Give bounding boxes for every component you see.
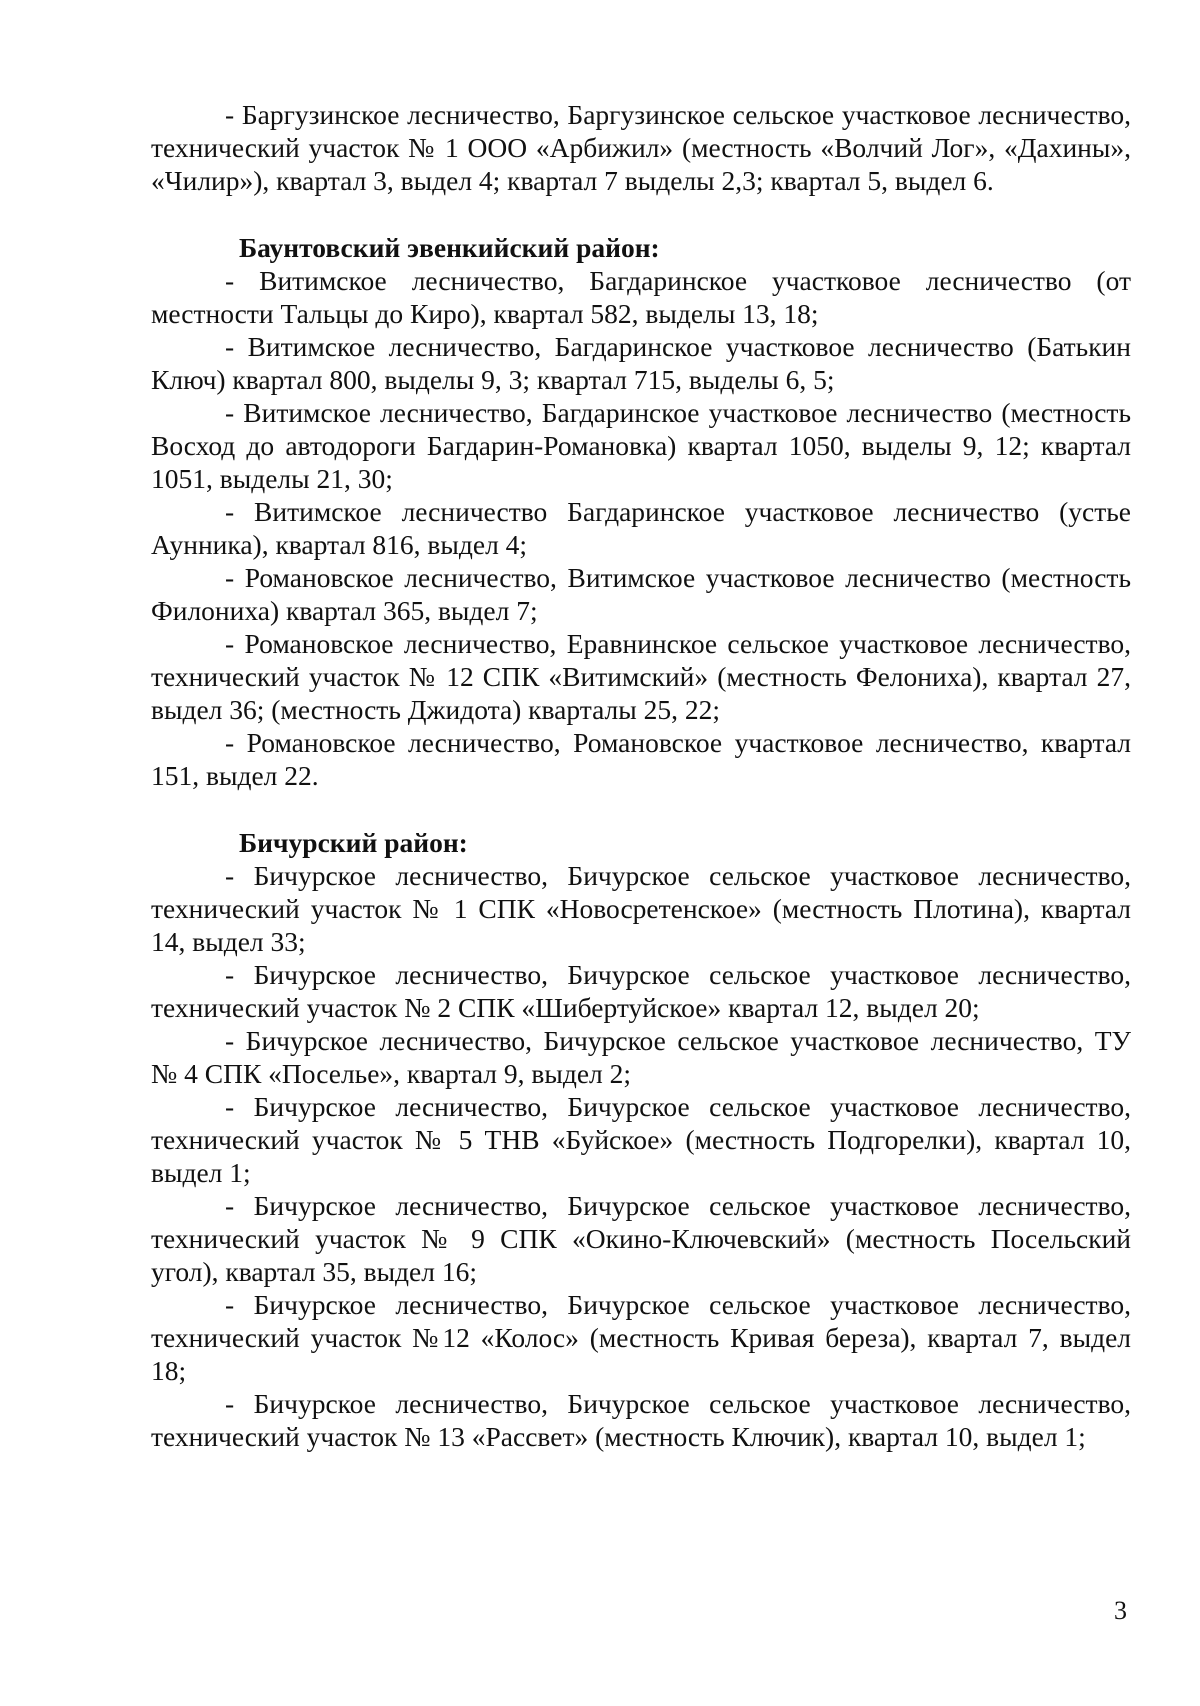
intro-paragraph: - Баргузинское лесничество, Баргузинское сельское участковое лесничество, технический участок № 1 ООО «Арбижил» (местность «Волчий Лог», «Дахины», «Чилир»), квартал 3, выдел 4; квартал 7 выделы 2,3; квартал 5, выдел 6. [151,99,1131,196]
list-item: - Витимское лесничество Багдаринское участковое лесничество (устье Аунника), квартал 816, выдел 4; [151,496,1131,560]
list-item: - Бичурское лесничество, Бичурское сельское участковое лесничество, технический участок №12 «Колос» (местность Кривая береза), квартал 7, выдел 18; [151,1289,1131,1386]
list-item: - Романовское лесничество, Романовское участковое лесничество, квартал 151, выдел 22. [151,727,1131,791]
section-heading: Баунтовский эвенкийский район: [239,232,660,263]
list-item: - Романовское лесничество, Еравнинское сельское участковое лесничество, технический участок № 12 СПК «Витимский» (местность Фелониха), квартал 27, выдел 36; (местность Джидота) кварталы 25, 22; [151,628,1131,725]
section-spacer [151,197,1131,231]
list-item: - Витимское лесничество, Багдаринское участковое лесничество (местность Восход до автодороги Багдарин-Романовка) квартал 1050, выделы 9, 12; квартал 1051, выделы 21, 30; [151,397,1131,494]
list-item: - Бичурское лесничество, Бичурское сельское участковое лесничество, технический участок № 13 «Рассвет» (местность Ключик), квартал 10, выдел 1; [151,1388,1131,1452]
list-item: - Бичурское лесничество, Бичурское сельское участковое лесничество, технический участок № 2 СПК «Шибертуйское» квартал 12, выдел 20; [151,959,1131,1023]
section-bauntovsky [151,231,1131,792]
section-spacer [151,792,1131,826]
section-bichursky [151,826,1131,1453]
list-item: - Бичурское лесничество, Бичурское сельское участковое лесничество, технический участок № 9 СПК «Окино-Ключевский» (местность Посельский угол), квартал 35, выдел 16; [151,1190,1131,1287]
list-item: - Бичурское лесничество, Бичурское сельское участковое лесничество, ТУ № 4 СПК «Поселье», квартал 9, выдел 2; [151,1025,1131,1089]
section-heading: Бичурский район: [239,827,468,858]
list-item: - Романовское лесничество, Витимское участковое лесничество (местность Филониха) квартал 365, выдел 7; [151,562,1131,626]
document-body [151,98,1131,1453]
list-item: - Витимское лесничество, Багдаринское участковое лесничество (Батькин Ключ) квартал 800, выделы 9, 3; квартал 715, выделы 6, 5; [151,331,1131,395]
list-item: - Бичурское лесничество, Бичурское сельское участковое лесничество, технический участок № 5 ТНВ «Буйское» (местность Подгорелки), квартал 10, выдел 1; [151,1091,1131,1188]
list-item: - Бичурское лесничество, Бичурское сельское участковое лесничество, технический участок № 1 СПК «Новосретенское» (местность Плотина), квартал 14, выдел 33; [151,860,1131,957]
page-number: 3 [1114,1596,1127,1625]
list-item: - Витимское лесничество, Багдаринское участковое лесничество (от местности Тальцы до Киро), квартал 582, выделы 13, 18; [151,265,1131,329]
